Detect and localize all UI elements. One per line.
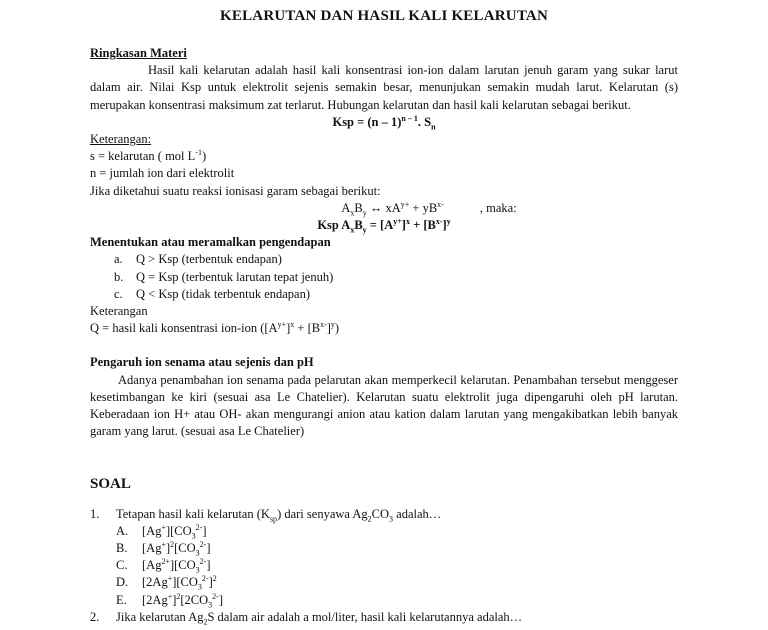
pengendapan-list <box>90 251 678 303</box>
section-heading-pengendapan: Menentukan atau meramalkan pengendapan <box>90 235 331 250</box>
option-e: E. $[2Ag^+]^2[2CO_3^{2-}]$ <box>116 591 224 610</box>
option-a: A. $[Ag^+][CO_3^{2-}]$ <box>116 522 207 541</box>
list-item: a. Q > Ksp (terbentuk endapan) <box>114 252 282 267</box>
option-c: C. $[Ag^{2+}][CO_3^{2-}]$ <box>116 557 211 575</box>
document-content <box>90 45 678 626</box>
ringkasan-paragraph: Hasil kali kelarutan adalah hasil kali konsentrasi ion-ion dalam larutan jenuh garam yang sukar larut dalam air. Nilai Ksp untuk elektrolit sejenis semakin besar, menunjukan semakin mudah larut. Kelarutan (s) merupakan konsentrasi maksimum zat terlarut. Hubungan kelarutan dan hasil kali kelarutan sebagai berikut. <box>90 63 678 112</box>
q-definition: Q = hasil kali konsentrasi ion-ion $([A^{y+}]^x + [B^{x-}]^y)$ <box>90 320 340 336</box>
reaction-equation: $A_xB_y$ ↔ $xA^{y+} + yB^{x-}$ , maka: <box>341 199 517 218</box>
section-heading-ringkasan: Ringkasan Materi <box>90 46 187 60</box>
section-heading-pengaruh: Pengaruh ion senama atau sejenis dan pH <box>90 355 314 370</box>
pengaruh-paragraph: Adanya penambahan ion senama pada pelarutan akan memperkecil kelarutan. Penambahan tersebut menggeser kesetimbangan ke kiri (sesuai asa Le Chatelier). Kelarutan suatu elektrolit juga dipengaruhi oleh pH larutan. Keberadaan ion H+ atau OH- akan mengurangi anion atau kation dalam larutan yang mengakibatkan lebih banyak garam yang larut. (sesuai asa Le Chatelier) <box>90 372 678 439</box>
list-item: c. Q < Ksp (tidak terbentuk endapan) <box>114 286 311 301</box>
question-1: 1. Tetapan hasil kali kelarutan $(K_{sp})$ dari senyawa $Ag_2CO_3$ adalah… <box>90 506 442 524</box>
keterangan-label: Keterangan: <box>90 132 152 147</box>
keterangan-n: n = jumlah ion dari elektrolit <box>90 166 235 181</box>
question-1-options <box>90 523 678 609</box>
ksp-formula: Ksp = (n – 1)$^{n - 1}$. $S_n$ <box>332 113 436 132</box>
page-title: KELARUTAN DAN HASIL KALI KELARUTAN <box>220 8 548 24</box>
question-2: 2. Jika kelarutan $Ag_2S$ dalam air adalah a mol/liter, hasil kali kelarutannya adalah… <box>90 609 523 627</box>
list-item: b. Q = Ksp (terbentuk larutan tepat jenuh) <box>114 269 334 284</box>
keterangan-s: s = kelarutan ( mol $L^{-1}$) <box>90 148 207 164</box>
keterangan-label-2: Keterangan <box>90 304 148 319</box>
option-b: B. $[Ag^+]^2[CO_3^{2-}]$ <box>116 539 211 558</box>
soal-heading: SOAL <box>90 476 131 493</box>
option-d: D. $[2Ag^+][CO_3^{2-}]^2$ <box>116 574 217 592</box>
ionisasi-intro: Jika diketahui suatu reaksi ionisasi garam sebagai berikut: <box>90 183 381 198</box>
ksp-reaction-formula: Ksp $A_xB_y = [A^{y+}]^x + [B^{x-}]^y$ <box>317 216 451 235</box>
